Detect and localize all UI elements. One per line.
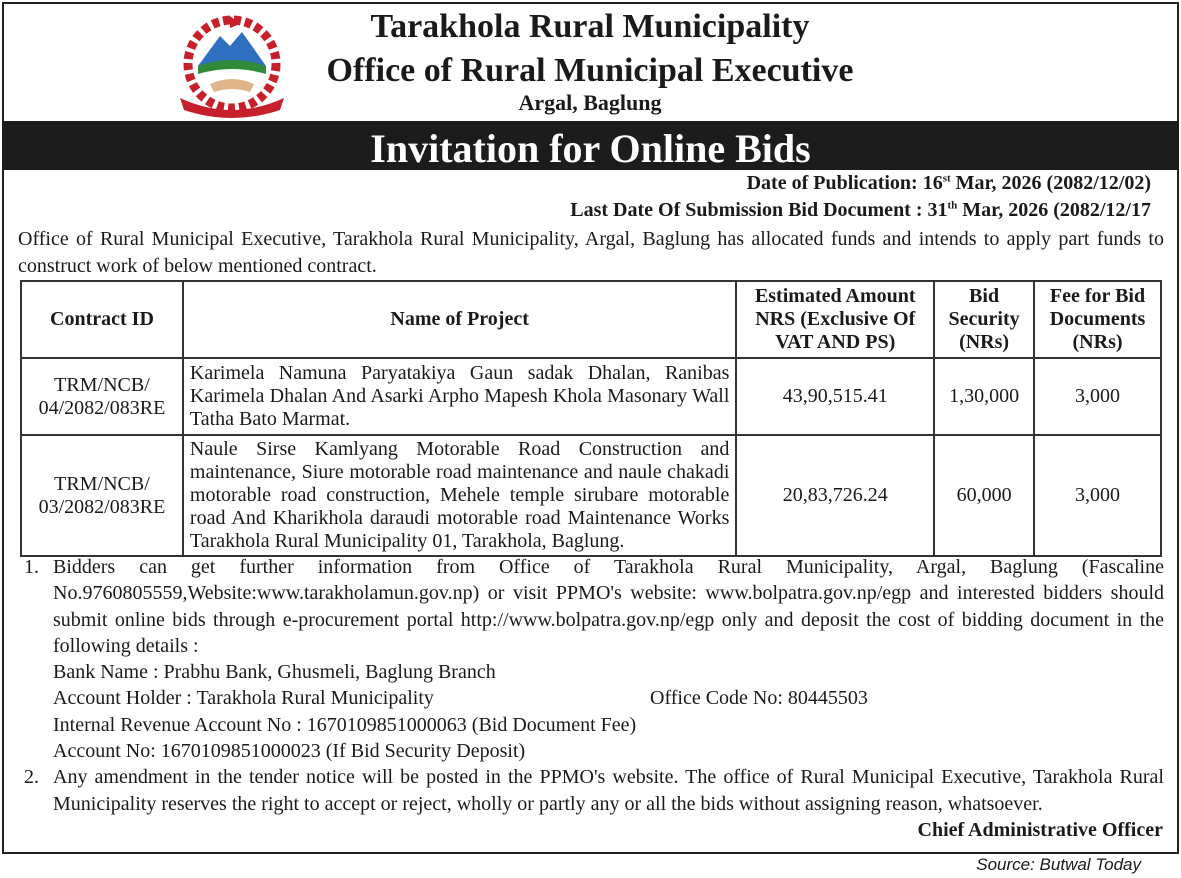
table-header-row (21, 281, 1161, 358)
office-location: Argal, Baglung (518, 90, 662, 115)
bank-name: Bank Name : Prabhu Bank, Ghusmeli, Baglung Branch (53, 661, 496, 684)
contract-id: TRM/NCB/ 03/2082/083RE (21, 435, 183, 556)
col-bid-security: Bid Security (NRs) (934, 281, 1034, 358)
office-code: Office Code No: 80445503 (650, 687, 868, 710)
signatory: Chief Administrative Officer (917, 819, 1163, 841)
table-row (21, 358, 1161, 435)
bid-fee: 3,000 (1034, 358, 1161, 435)
contracts-table (20, 280, 1162, 557)
account-number: Account No: 1670109851000023 (If Bid Security Deposit) (53, 740, 526, 763)
contract-id: TRM/NCB/ 04/2082/083RE (21, 358, 183, 435)
bid-fee: 3,000 (1034, 435, 1161, 556)
estimated-amount: 43,90,515.41 (736, 358, 934, 435)
estimated-amount: 20,83,726.24 (736, 435, 934, 556)
revenue-account: Internal Revenue Account No : 1670109851000063 (Bid Document Fee) (53, 713, 637, 736)
col-project-name: Name of Project (183, 281, 736, 358)
table-row (21, 435, 1161, 556)
intro-paragraph: Office of Rural Municipal Executive, Tarakhola Rural Municipality, Argal, Baglung has allocated funds and intends to apply part funds to construct work of below mentioned contract. (18, 228, 1164, 277)
submission-deadline: Last Date Of Submission Bid Document : 31th Mar, 2026 (2082/12/17 (570, 199, 1151, 221)
bid-security: 60,000 (934, 435, 1034, 556)
notice-banner: Invitation for Online Bids (2, 121, 1179, 170)
publication-date: Date of Publication: 16st Mar, 2026 (2082/12/02) (746, 172, 1151, 194)
bid-security: 1,30,000 (934, 358, 1034, 435)
account-holder-line: Account Holder : Tarakhola Rural Municipality Office Code No: 80445503 (53, 687, 868, 710)
source-credit: Source: Butwal Today (976, 855, 1141, 874)
note-item: 2. Any amendment in the tender notice will be posted in the PPMO's website. The office of Rural Municipal Executive, Tarakhola Rural Municipality reserves the right to accept or reject, wholly or partly any or all the bids without assigning reason, whatsoever. (24, 766, 1164, 815)
office-title: Office of Rural Municipal Executive (326, 52, 854, 89)
notes-list (24, 554, 1164, 817)
note-item: 1. Bidders can get further information from Office of Tarakhola Rural Municipality, Argal, Baglung (Fascaline No.9760805559,Website:www.tarakholamun.gov.np) or visit PPMO's website: www.bolpatra.gov.np/egp and interested bidders should submit online bids through e-procurement portal http://www.bolpatra.gov.np/egp only and deposit the cost of bidding document in the following details : (24, 556, 1164, 657)
project-name: Karimela Namuna Paryatakiya Gaun sadak Dhalan, Ranibas Karimela Dhalan And Asarki Arpho Mapesh Khola Masonary Wall Tatha Bato Marmat. (183, 358, 736, 435)
nepal-emblem-logo (170, 14, 294, 118)
col-bid-fee: Fee for Bid Documents (NRs) (1034, 281, 1161, 358)
col-estimated-amount: Estimated Amount NRS (Exclusive Of VAT AND PS) (736, 281, 934, 358)
col-contract-id: Contract ID (21, 281, 183, 358)
project-name: Naule Sirse Kamlyang Motorable Road Construction and maintenance, Siure motorable road maintenance and naule chakadi motorable road construction, Mehele temple sirubare motorable road And Kharikhola daraudi motorable road Maintenance Works Tarakhola Rural Municipality 01, Tarakhola, Baglung. (183, 435, 736, 556)
municipality-title: Tarakhola Rural Municipality (370, 8, 810, 45)
